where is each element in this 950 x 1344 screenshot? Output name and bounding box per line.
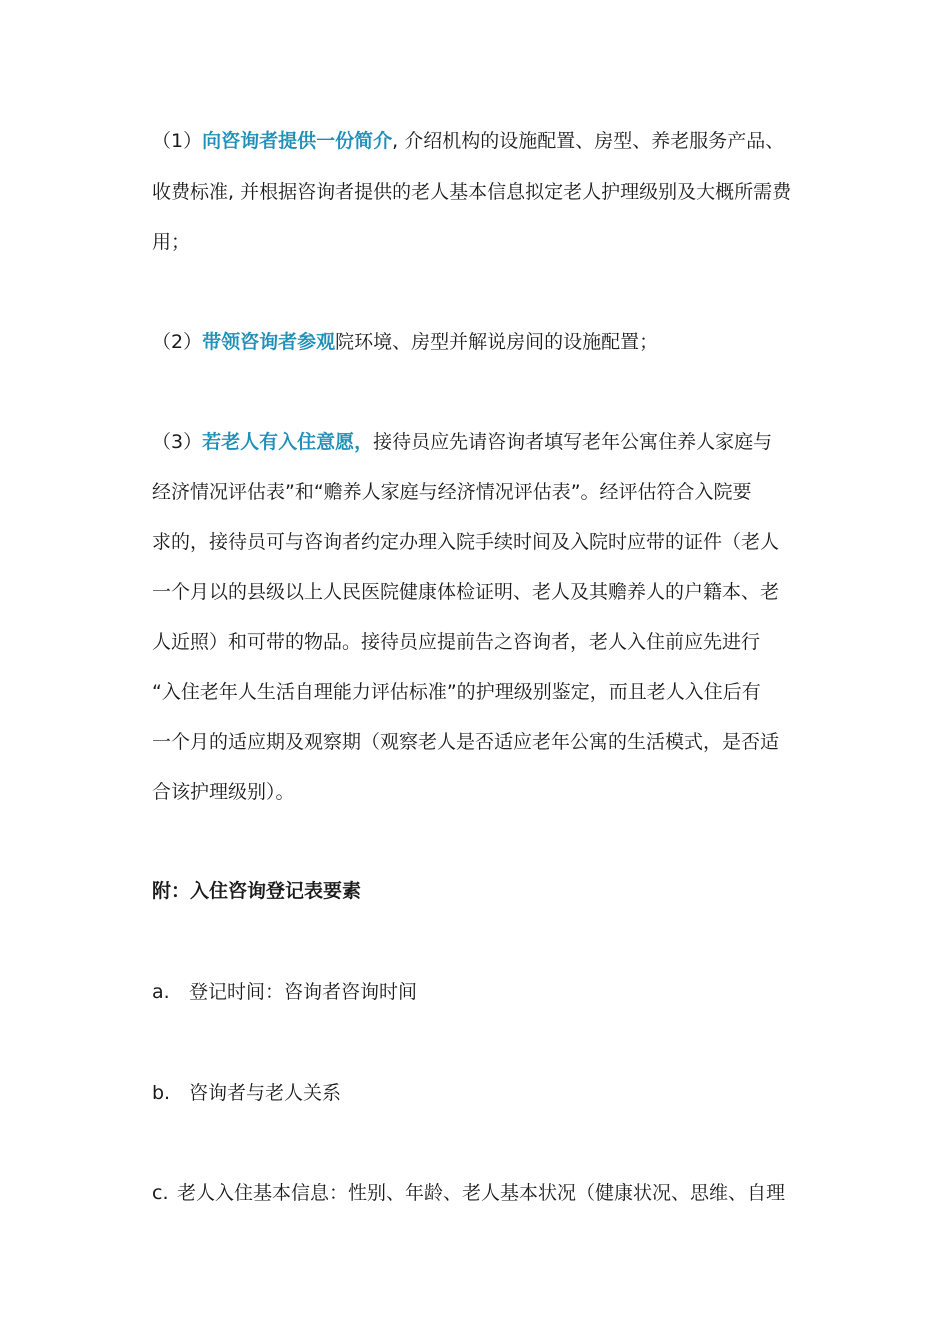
paragraph-3-line: 求的，接待员可与咨询者约定办理入院手续时间及入院时应带的证件（老人 xyxy=(152,531,780,553)
list-item-c xyxy=(152,1180,785,1206)
paragraph-3-line: 一个月的适应期及观察期（观察老人是否适应老年公寓的生活模式，是否适 xyxy=(152,731,780,753)
appendix-heading: 附：入住咨询登记表要素 xyxy=(152,880,362,902)
paragraph-3-line-1 xyxy=(152,429,772,455)
paragraph-3-text: 接待员应先请咨询者填写老年公寓住养人家庭与 xyxy=(373,431,773,453)
list-item-b-text: 咨询者与老人关系 xyxy=(189,1082,342,1104)
list-marker-a: a. xyxy=(152,981,170,1003)
list-item-c-text: 老人入住基本信息：性别、年龄、老人基本状况（健康状况、思维、自理 xyxy=(177,1182,786,1204)
paragraph-3-line: 人近照）和可带的物品。接待员应提前告之咨询者，老人入住前应先进行 xyxy=(152,631,761,653)
list-marker-c: c. xyxy=(152,1182,169,1204)
paragraph-2-number: （2） xyxy=(152,331,203,353)
paragraph-3-line: 合该护理级别）。 xyxy=(152,781,295,803)
paragraph-3-number: （3） xyxy=(152,431,203,453)
paragraph-2-line-1 xyxy=(152,329,658,355)
paragraph-3-line: 一个月以的县级以上人民医院健康体检证明、老人及其赡养人的户籍本、老 xyxy=(152,581,780,603)
list-item-a-text: 登记时间：咨询者咨询时间 xyxy=(189,981,418,1003)
paragraph-1-line-3: 用； xyxy=(152,231,191,253)
list-item-b xyxy=(152,1080,341,1106)
paragraph-3-line: 经济情况评估表”和“赡养人家庭与经济情况评估表”。经评估符合入院要 xyxy=(152,481,752,503)
paragraph-3-line: “入住老年人生活自理能力评估标准”的护理级别鉴定，而且老人入住后有 xyxy=(152,681,761,703)
paragraph-1-text: , 介绍机构的设施配置、房型、养老服务产品、 xyxy=(392,130,785,152)
list-marker-b: b. xyxy=(152,1082,171,1104)
paragraph-2-text: 院环境、房型并解说房间的设施配置； xyxy=(335,331,659,353)
paragraph-1-highlight: 向咨询者提供一份简介 xyxy=(202,130,393,152)
paragraph-1-line-2: 收费标准, 并根据咨询者提供的老人基本信息拟定老人护理级别及大概所需费 xyxy=(152,181,792,203)
paragraph-3-highlight: 若老人有入住意愿， xyxy=(202,431,374,453)
list-item-a xyxy=(152,979,417,1005)
paragraph-1-line-1 xyxy=(152,128,784,154)
paragraph-1-number: （1） xyxy=(152,130,203,152)
paragraph-2-highlight: 带领咨询者参观 xyxy=(202,331,336,353)
